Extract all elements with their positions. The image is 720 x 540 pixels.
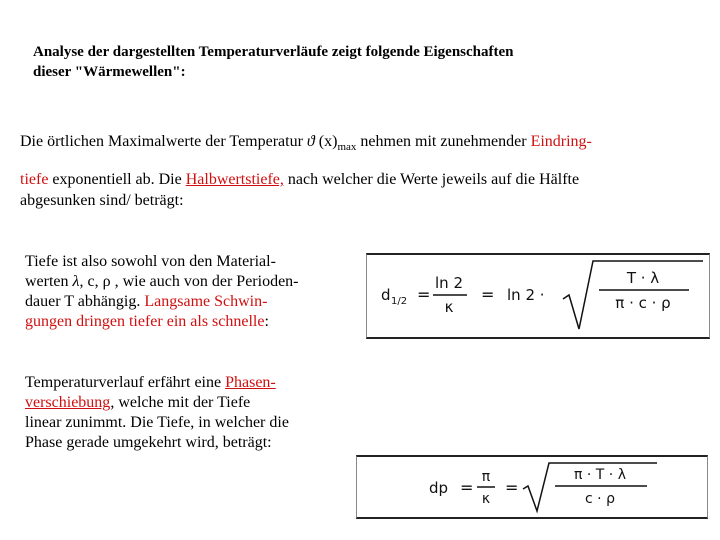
para3-line-1 <box>25 373 360 393</box>
f2-eq: = <box>460 478 474 497</box>
lambda-symbol: λ <box>72 273 80 290</box>
para2-colon: : <box>264 313 269 330</box>
f1-mid: ln 2 · <box>507 286 545 304</box>
link-phasenverschiebung-continued[interactable]: verschiebung <box>25 394 111 411</box>
para3-line-2 <box>25 393 360 413</box>
f1-lhs-sub: 1/2 <box>391 296 408 307</box>
formula-half-value-depth-svg <box>367 255 709 337</box>
link-phasenverschiebung[interactable]: Phasen- <box>225 374 276 391</box>
f1-den: κ <box>444 298 454 316</box>
para2-line-2 <box>25 272 360 292</box>
theta-symbol: ϑ <box>306 133 315 150</box>
link-halbwertstiefe[interactable]: Halbwertstiefe, <box>185 171 284 189</box>
para2-text-c: , wie auch von der Perioden- <box>110 273 299 290</box>
para1-text-6: abgesunken sind/ beträgt: <box>20 192 184 210</box>
heading <box>33 42 673 82</box>
f2-root-den: c · ρ <box>585 491 615 507</box>
link-eindringtiefe[interactable]: Eindring- <box>530 133 592 150</box>
para3-text-a: Temperaturverlauf erfährt eine <box>25 374 226 391</box>
f1-num: ln 2 <box>435 274 463 292</box>
f2-root-num: π · T · λ <box>574 467 626 483</box>
f1-root-num: T · λ <box>626 269 660 287</box>
f2-den: κ <box>481 491 491 507</box>
f1-root-den: π · c · ρ <box>615 294 671 312</box>
para3-text-b: , welche mit der Tiefe <box>110 394 251 411</box>
para1-text-5: nach welcher die Werte jeweils auf die Hälfte <box>283 171 580 189</box>
highlight-slow-oscillations: Langsame Schwin- <box>144 293 268 310</box>
formula-phase-inversion-depth-svg <box>357 457 707 517</box>
max-subscript: max <box>337 141 357 154</box>
para2-text-a: werten <box>25 273 73 290</box>
f2-num: π <box>481 469 491 485</box>
f2-eq2: = <box>505 478 519 497</box>
para2-text-d: dauer T abhängig. <box>25 293 145 310</box>
f1-eq2: = <box>481 285 495 304</box>
paragraph-depth-dependence <box>25 252 360 332</box>
heading-line-1: Analyse der dargestellten Temperaturverläufe zeigt folgende Eigenschaften <box>33 44 514 60</box>
paragraph-amplitude-decay <box>20 131 710 211</box>
f1-eq: = <box>417 285 431 304</box>
formula-phase-inversion-depth <box>356 455 708 519</box>
heading-line-2: dieser "Wärmewellen": <box>33 64 186 80</box>
highlight-penetrate-deeper: gungen dringen tiefer ein als schnelle <box>25 313 265 330</box>
formula-half-value-depth <box>366 253 710 339</box>
para2-line-3 <box>25 292 360 312</box>
para2-line-4 <box>25 312 360 332</box>
link-eindringtiefe-continued[interactable]: tiefe <box>20 171 49 189</box>
para1-text-4: exponentiell ab. Die <box>48 171 186 189</box>
para2-text-b: , c, <box>79 273 103 290</box>
rho-symbol: ρ <box>102 273 111 290</box>
para3-line-4: Phase gerade umgekehrt wird, beträgt: <box>25 434 272 451</box>
para1-text-1: Die örtlichen Maximalwerte der Temperatur <box>20 133 307 150</box>
f1-lhs: d <box>381 286 391 304</box>
para3-line-3: linear zunimmt. Die Tiefe, in welcher die <box>25 414 289 431</box>
paragraph-phase-shift <box>25 373 360 453</box>
para1-text-3: nehmen mit zunehmender <box>356 133 531 150</box>
para2-line-1: Tiefe ist also sowohl von den Material- <box>25 253 276 270</box>
para1-text-2: (x) <box>314 133 338 150</box>
f2-lhs: dp <box>429 479 449 497</box>
